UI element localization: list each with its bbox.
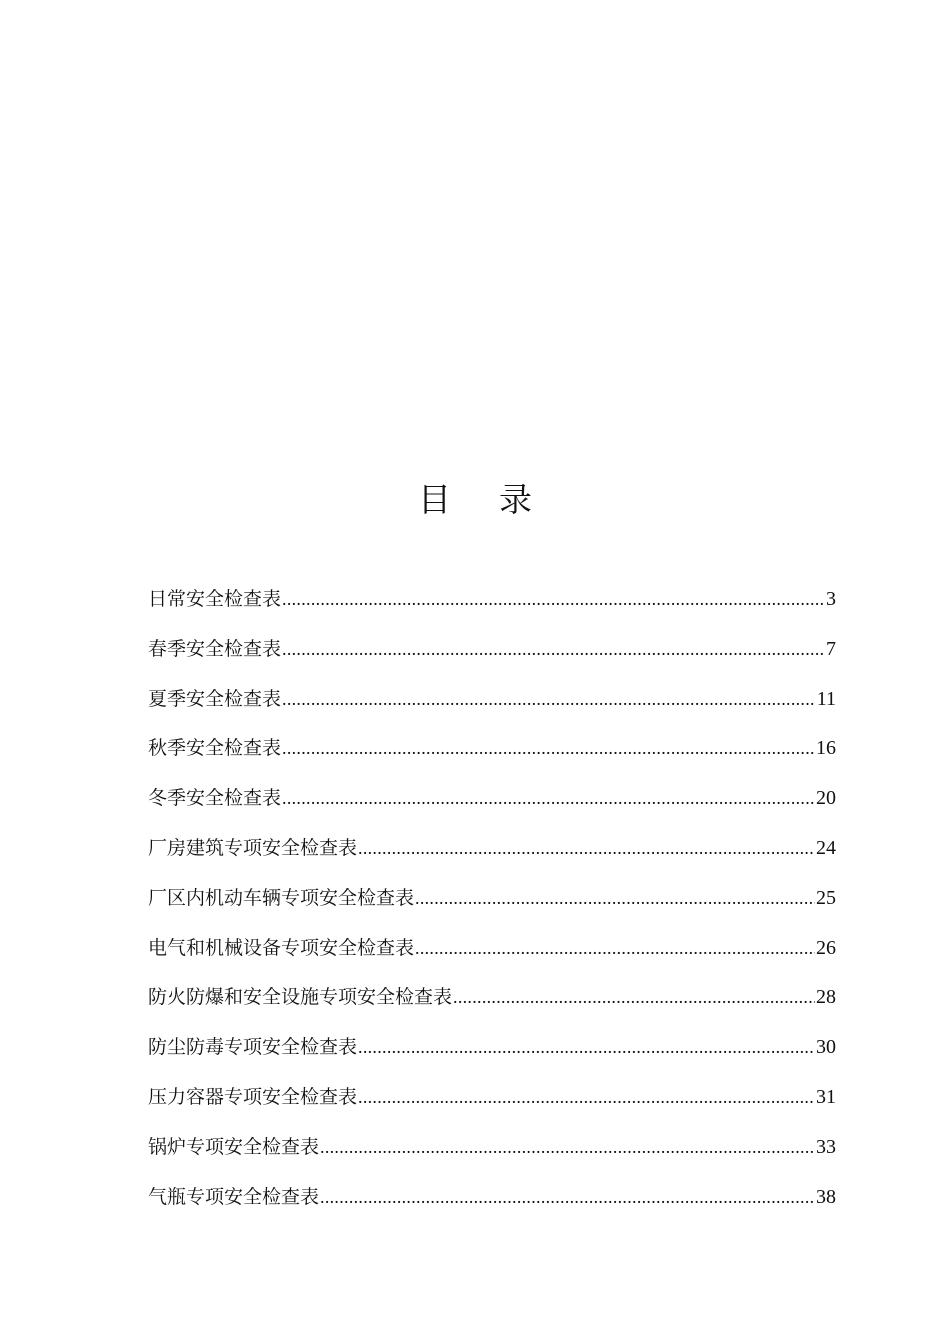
- toc-dot-leader: [282, 727, 815, 769]
- toc-entry[interactable]: [148, 976, 836, 1026]
- toc-entry-page: 31: [816, 1085, 836, 1108]
- toc-dot-leader: [282, 578, 825, 620]
- toc-entry[interactable]: [148, 678, 836, 728]
- toc-entry-page: 3: [826, 588, 836, 610]
- toc-entry-label: 锅炉专项安全检查表: [148, 1135, 320, 1158]
- toc-entry[interactable]: [148, 1126, 836, 1176]
- toc-entry[interactable]: [148, 578, 836, 628]
- toc-entry-page: 24: [816, 836, 836, 859]
- toc-entry[interactable]: [148, 628, 836, 678]
- toc-entry-page: 26: [816, 936, 836, 959]
- toc-dot-leader: [415, 877, 815, 919]
- toc-entry-page: 20: [816, 787, 836, 810]
- toc-entry[interactable]: [148, 927, 836, 977]
- page-title-char-2: 录: [499, 480, 532, 519]
- toc-entry-label: 电气和机械设备专项安全检查表: [148, 936, 415, 959]
- toc-entry-page: 11: [816, 687, 836, 710]
- toc-entry-label: 厂区内机动车辆专项安全检查表: [148, 886, 415, 909]
- toc-entry-label: 防尘防毒专项安全检查表: [148, 1036, 358, 1059]
- toc-entry-label: 气瓶专项安全检查表: [148, 1185, 320, 1208]
- toc-dot-leader: [282, 628, 825, 670]
- toc-entry-label: 厂房建筑专项安全检查表: [148, 836, 358, 859]
- toc-entry-label: 冬季安全检查表: [148, 787, 282, 810]
- toc-entry[interactable]: [148, 1176, 836, 1226]
- toc-dot-leader: [358, 1026, 815, 1068]
- toc-dot-leader: [320, 1176, 815, 1218]
- toc-dot-leader: [415, 927, 815, 969]
- toc-dot-leader: [282, 678, 816, 720]
- toc-entry[interactable]: [148, 1076, 836, 1126]
- toc-entry-page: 33: [816, 1135, 836, 1158]
- toc-entry-label: 夏季安全检查表: [148, 687, 282, 710]
- toc-entry-page: 7: [826, 637, 836, 660]
- toc-entry-label: 春季安全检查表: [148, 637, 282, 660]
- toc-dot-leader: [358, 1076, 815, 1118]
- toc-entry-page: 28: [816, 986, 836, 1009]
- toc-entry[interactable]: [148, 877, 836, 927]
- toc-entry[interactable]: [148, 777, 836, 827]
- toc-entry-label: 秋季安全检查表: [148, 737, 282, 760]
- page-title: [0, 478, 950, 522]
- toc-entry-label: 防火防爆和安全设施专项安全检查表: [148, 986, 453, 1009]
- toc-entry-label: 日常安全检查表: [148, 588, 282, 610]
- toc-dot-leader: [453, 976, 815, 1018]
- page-title-char-1: 目: [418, 480, 451, 519]
- toc-entry[interactable]: [148, 1026, 836, 1076]
- table-of-contents: [148, 578, 836, 1225]
- toc-dot-leader: [320, 1126, 815, 1168]
- toc-entry-page: 25: [816, 886, 836, 909]
- toc-entry-page: 38: [816, 1185, 836, 1208]
- toc-entry[interactable]: [148, 727, 836, 777]
- toc-entry-label: 压力容器专项安全检查表: [148, 1085, 358, 1108]
- toc-entry-page: 30: [816, 1036, 836, 1059]
- toc-dot-leader: [282, 777, 815, 819]
- toc-entry[interactable]: [148, 827, 836, 877]
- toc-dot-leader: [358, 827, 815, 869]
- toc-entry-page: 16: [816, 737, 836, 760]
